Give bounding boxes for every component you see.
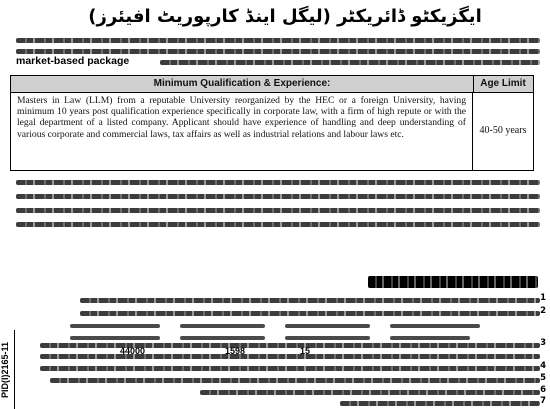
age-limit-value: 40-50 years: [479, 125, 527, 136]
item-number-1: 1: [540, 293, 546, 303]
item-number-5: 5: [540, 373, 546, 383]
checklist-entry: [390, 336, 470, 340]
checklist-entry: [285, 324, 370, 328]
checklist-entry: [70, 336, 160, 340]
checklist-entry: [70, 324, 160, 328]
body-line-1: [16, 180, 540, 185]
item-number-4: 4: [540, 361, 546, 371]
item-number-7: 7: [540, 396, 546, 406]
qualification-table: [10, 75, 534, 171]
checklist-entry: [390, 324, 480, 328]
box-number: 1598: [225, 346, 246, 356]
days-figure: 15: [300, 346, 311, 356]
checklist-entry: [285, 336, 370, 340]
item-number-3: 3: [540, 338, 546, 348]
table-header: [11, 76, 533, 93]
item-6-line: [200, 390, 540, 395]
intro-line-2: [16, 49, 540, 54]
item-5-line: [50, 378, 540, 383]
body-line-4: [16, 222, 540, 227]
city-code: 44000: [120, 346, 146, 356]
qualification-text: Masters in Law (LLM) from a reputable University reorganized by the HEC or a foreign University, having minimum 10 years post qualification experience specifically in corporate law, with a firm of high repute or with the legal department of a listed company. Applicant should have experience of handling and deep understanding of various corporate and commercial laws, tax affairs as well as industrial relations and labour laws etc.: [11, 92, 473, 170]
pid-code: PID(I)2165-11: [0, 341, 10, 398]
checklist-entry: [180, 324, 265, 328]
side-divider: [14, 330, 15, 409]
item-7-line: [340, 401, 540, 406]
header-age-limit: Age Limit: [480, 78, 526, 89]
intro-line-3: [160, 60, 540, 65]
headline: ایگزیکٹو ڈائریکٹر (لیگل اینڈ کارپوریٹ افیئرز): [88, 6, 482, 27]
item-number-6: 6: [540, 385, 546, 395]
checklist-entry: [180, 336, 265, 340]
intro-line-1: [16, 38, 540, 43]
item-3-line: [40, 343, 540, 348]
body-line-2: [16, 194, 540, 199]
body-line-3: [16, 208, 540, 213]
market-based-package: market-based package: [16, 55, 130, 67]
section-title: [368, 276, 538, 288]
document-checklist: [60, 315, 530, 341]
item-1-line: [80, 298, 540, 303]
header-qualification: Minimum Qualification & Experience:: [11, 76, 474, 92]
item-4-line: [40, 366, 540, 371]
item-number-2: 2: [540, 306, 546, 316]
item-3-line-2: [40, 354, 540, 359]
